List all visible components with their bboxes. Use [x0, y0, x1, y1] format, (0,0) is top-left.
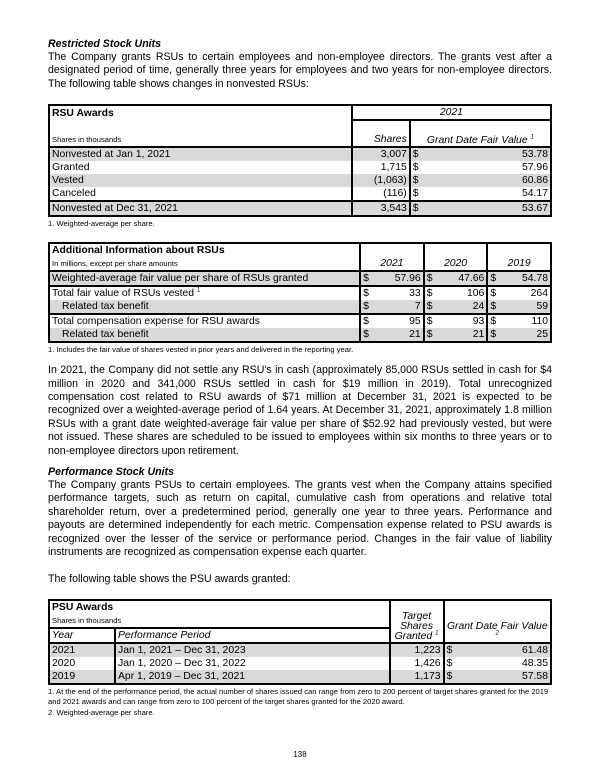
rsu-year-header: 2021: [352, 105, 551, 120]
table-row: Related tax benefit $ 7 $ 24 $ 59: [49, 300, 551, 314]
rsu-heading: Restricted Stock Units: [48, 38, 162, 50]
psu-awards-title: PSU Awards: [52, 601, 114, 613]
table-row: Total fair value of RSUs vested $^1$ $ 33 $ 106 $ 264: [49, 286, 551, 300]
table-row: Related tax benefit $ 21 $ 21 $ 25: [49, 328, 551, 342]
table-row-total: Nonvested at Dec 31, 2021 3,543 $ 53.67: [49, 201, 551, 216]
psu-awards-subtitle: Shares in thousands: [49, 614, 390, 628]
table-row: 2021 Jan 1, 2021 – Dec 31, 2023 1,223 $ 61.48: [49, 643, 551, 657]
document-page: [48, 38, 552, 718]
table-row: Canceled (116) $ 54.17: [52, 188, 548, 200]
year-col-2021: 2021: [360, 243, 424, 271]
rsu-awards-footnote: 1. Weighted-average per share.: [48, 219, 155, 229]
rsu-col-fair-value: Grant Date Fair Value $^1$: [410, 120, 551, 147]
rsu-additional-subtitle: In millions, except per share amounts: [52, 259, 178, 269]
rsu-awards-title: RSU Awards: [52, 107, 114, 119]
table-row: Vested (1,063) $ 60.86: [49, 174, 551, 187]
year-col-2019: 2019: [487, 243, 551, 271]
psu-table-lead: The following table shows the PSU awards granted:: [48, 572, 291, 585]
rsu-col-shares: Shares: [352, 120, 410, 147]
psu-col-fair-value: Grant Date Fair Value $^2$: [444, 600, 551, 643]
year-col-2020: 2020: [424, 243, 488, 271]
table-row: Granted 1,715 $ 57.96: [52, 162, 548, 174]
psu-awards-table: [48, 599, 552, 685]
rsu-additional-table: [48, 242, 552, 343]
table-row: 2019 Apr 1, 2019 – Dec 31, 2021 1,173 $ 57.58: [49, 670, 551, 684]
psu-col-period: Performance Period: [115, 628, 390, 643]
table-row: 2020 Jan 1, 2020 – Dec 31, 2022 1,426 $ 48.35: [52, 657, 548, 669]
rsu-settlement-paragraph: In 2021, the Company did not settle any RSU's in cash (approximately 85,000 RSUs settled in cash for $4 million in 2020 and 341,000 RSUs settled in cash for $19 million in 2019). Total unrecognized compensation cost related to RSU awards of $71 million at December 31, 2021 is expected to be recognized over a weighted-average period of 1.64 years. At December 31, 2021, approximately 1.8 million RSUs with a grant date weighted-average fair value per share of $52.92 had previously vested, but were not issued. These shares are scheduled to be issued to employees within six months to three years or to non-employee directors upon retirement.: [48, 364, 552, 457]
psu-intro: The Company grants PSUs to certain employees. The grants vest when the Company attains specified performance targets, such as return on capital, cumulative cash from operations and relative total shareholder return, over a predetermined period, generally one year to three years. Performance and payouts are determined independently for each metric. Compensation expense related to PSU awards is recognized over the lesser of the service or performance period. Changes in the fair value of liability instruments are recognized as compensation expense each quarter.: [48, 479, 552, 559]
psu-footnote-2: 2. Weighted-average per share.: [48, 707, 155, 717]
rsu-additional-title: Additional Information about RSUs: [52, 245, 225, 257]
psu-heading: Performance Stock Units: [48, 466, 174, 479]
rsu-awards-table: [48, 104, 552, 217]
psu-col-target: Target Shares Granted $^1$: [390, 600, 444, 643]
rsu-awards-subtitle: Shares in thousands: [49, 120, 352, 147]
psu-footnote-1: 1. At the end of the performance period, the actual number of shares issued can range from zero to 200 percent of target shares granted for the 2019 and 2021 awards and can range from zero to 100 percent of the target shares granted for the 2020 award.: [48, 686, 549, 706]
table-row: Nonvested at Jan 1, 2021 3,007 $ 53.78: [49, 147, 551, 161]
page-number: 138: [293, 750, 307, 759]
table-row: Total compensation expense for RSU awards $ 95 $ 93 $ 110: [49, 314, 551, 328]
rsu-additional-footnote: 1. Includes the fair value of shares vested in prior years and delivered in the reporting year.: [48, 345, 354, 355]
table-row: Weighted-average fair value per share of RSUs granted $ 57.96 $ 47.66 $ 54.78: [49, 271, 551, 286]
rsu-intro: The Company grants RSUs to certain employees and non-employee directors. The grants vest after a designated period of time, generally three years for employees and two years for non-employee directors. The following table shows changes in nonvested RSUs:: [48, 51, 552, 90]
psu-col-year: Year: [52, 629, 74, 641]
